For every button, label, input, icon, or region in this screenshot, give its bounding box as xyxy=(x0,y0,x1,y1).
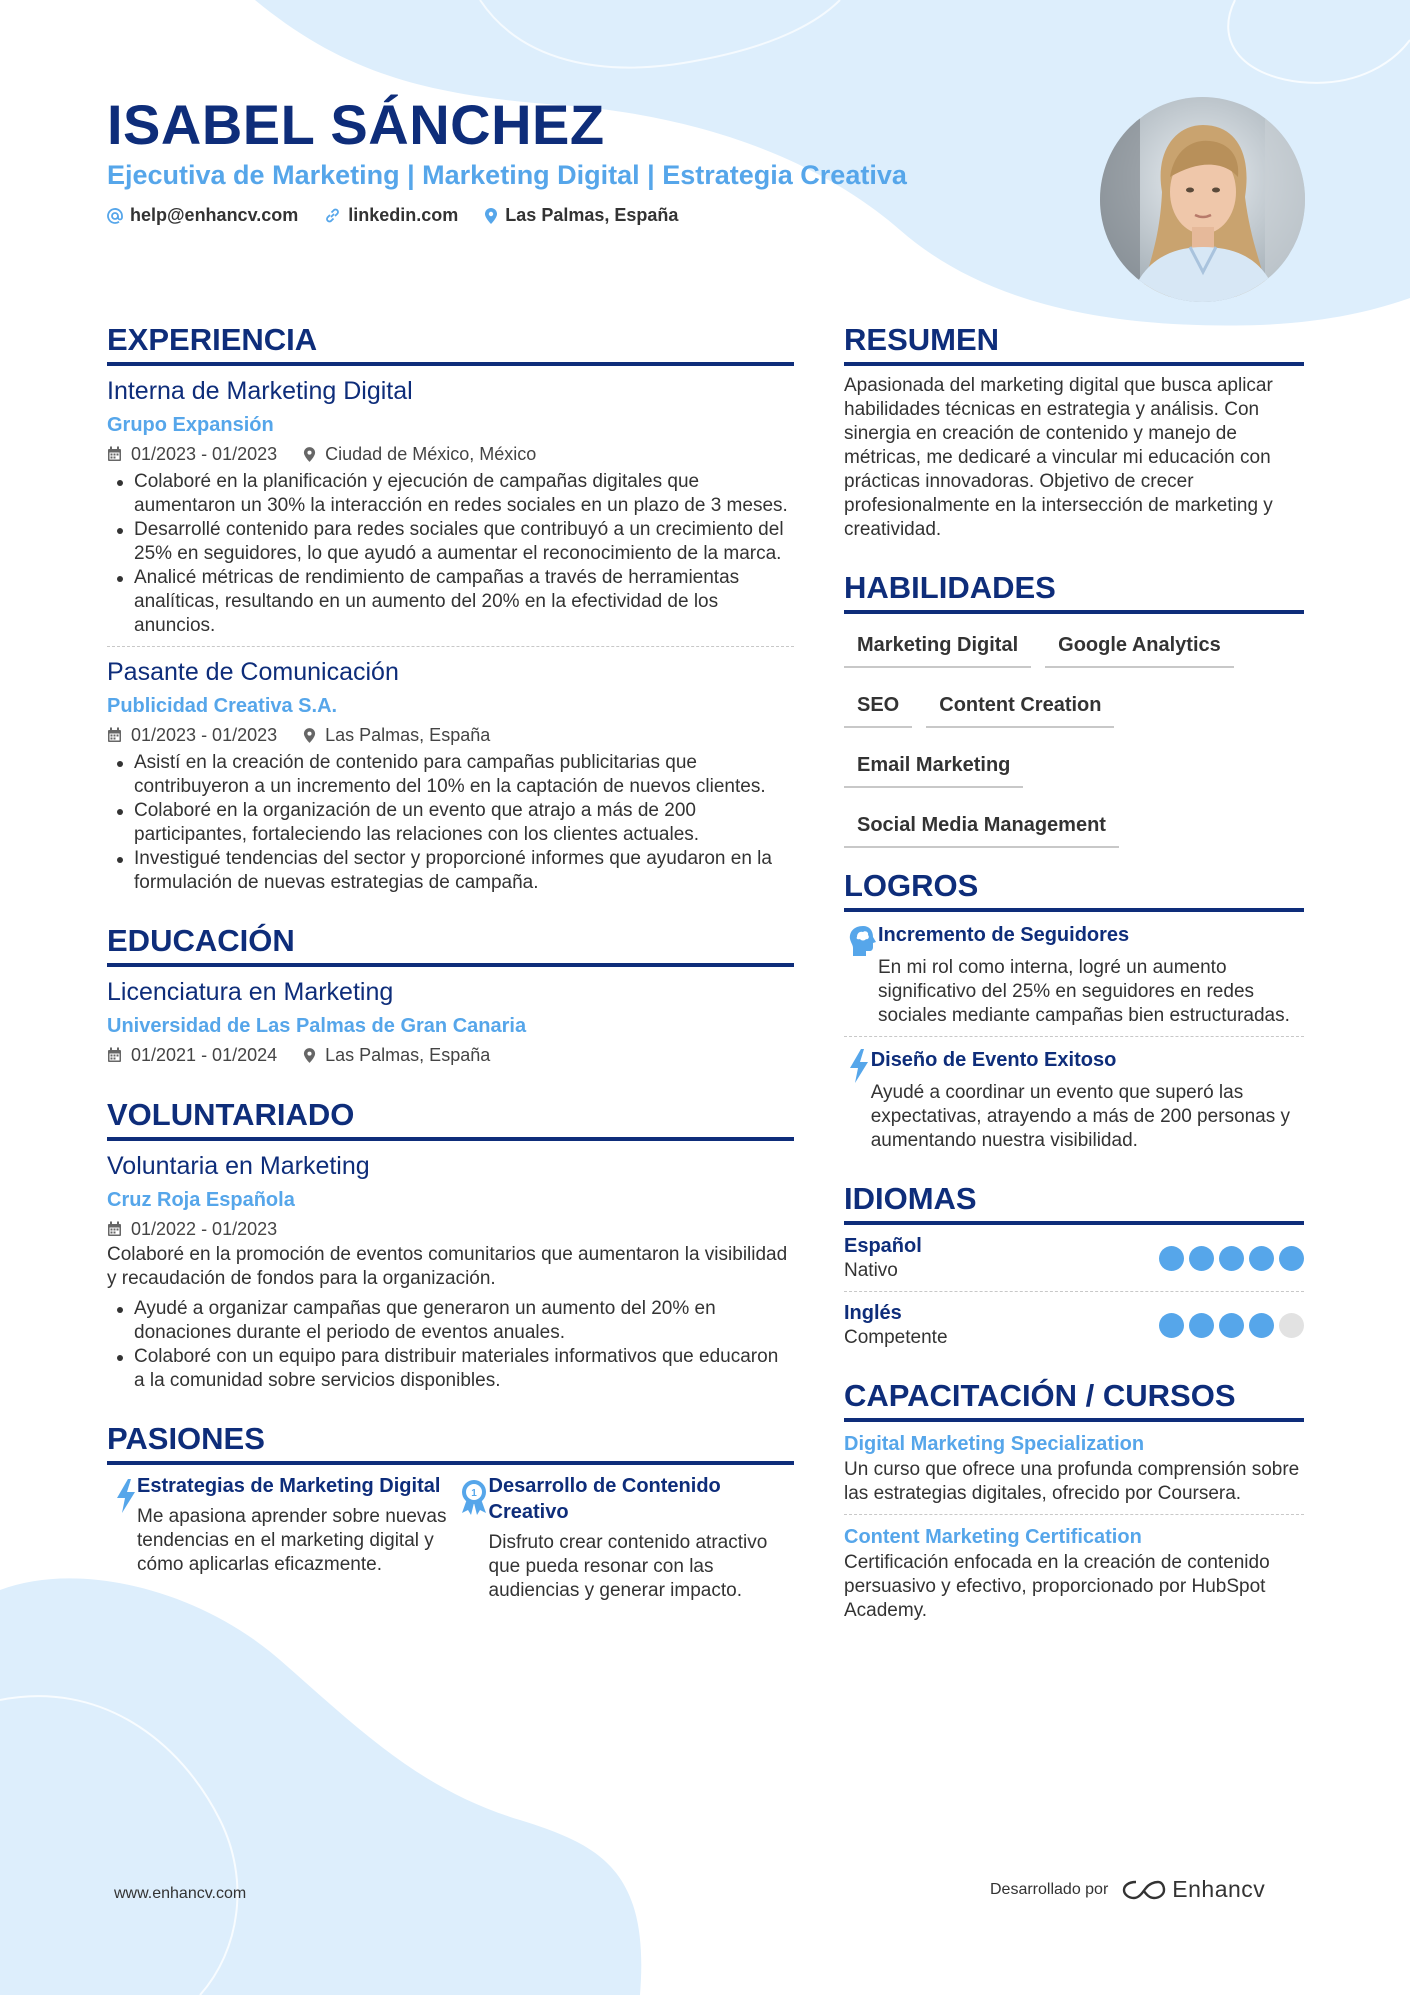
rating-dot-filled xyxy=(1159,1313,1184,1338)
passion-title: Desarrollo de Contenido Creativo xyxy=(488,1475,721,1523)
passion-item xyxy=(451,1473,795,1603)
bullet-item: Investigué tendencias del sector y proporcioné informes que ayudaron en la formulación de nuevas estrategias de campaña. xyxy=(107,847,794,895)
achievement-item xyxy=(844,920,1304,1028)
education-location: Las Palmas, España xyxy=(325,1045,491,1065)
job-location: Ciudad de México, México xyxy=(325,444,537,464)
contact-row xyxy=(107,205,704,226)
rating-dot-filled xyxy=(1249,1246,1274,1271)
achievements-heading: LOGROS xyxy=(844,864,1304,912)
skill-tag: Content Creation xyxy=(926,682,1114,728)
course-text: Un curso que ofrece una profunda comprensión sobre las estrategias digitales, ofrecido por Coursera. xyxy=(844,1459,1300,1504)
map-pin-icon xyxy=(303,446,316,463)
volunteer-bullets xyxy=(107,1297,794,1393)
skills-list xyxy=(844,622,1304,862)
passion-item xyxy=(107,1473,451,1603)
left-column xyxy=(107,318,794,1603)
language-level: Nativo xyxy=(844,1260,898,1281)
education-dates: 01/2021 - 01/2024 xyxy=(131,1045,278,1065)
linkedin-text: linkedin.com xyxy=(348,205,459,225)
calendar-icon xyxy=(107,1221,122,1237)
lightning-icon xyxy=(848,1049,870,1083)
bullet-item: Ayudé a organizar campañas que generaron un aumento del 20% en donaciones durante el periodo de eventos anuales. xyxy=(107,1297,794,1345)
bullet-item: Desarrollé contenido para redes sociales que contribuyó a un crecimiento del 25% en seguidores, lo que ayudó a aumentar el reconocimiento de la marca. xyxy=(107,518,794,566)
language-name: Inglés xyxy=(844,1302,902,1324)
course-title: Content Marketing Certification xyxy=(844,1526,1142,1548)
skill-tag: Google Analytics xyxy=(1045,622,1234,668)
language-item xyxy=(844,1233,1304,1283)
skill-tag: Email Marketing xyxy=(844,742,1023,788)
degree-title: Licenciatura en Marketing xyxy=(107,978,394,1006)
course-item xyxy=(844,1430,1304,1506)
skill-tag: Social Media Management xyxy=(844,802,1119,848)
company-name: Grupo Expansión xyxy=(107,414,274,436)
education-entry xyxy=(107,975,794,1069)
job-bullets xyxy=(107,470,794,638)
divider xyxy=(844,1036,1304,1037)
profile-photo xyxy=(1100,97,1305,302)
bullet-item: Asistí en la creación de contenido para campañas publicitarias que contribuyeron a un incremento del 10% en la captación de nuevos clientes. xyxy=(107,751,794,799)
bullet-item: Analicé métricas de rendimiento de campañas a través de herramientas analíticas, resultando en un aumento del 20% en la efectividad de los anuncios. xyxy=(107,566,794,638)
rating-dot-filled xyxy=(1159,1246,1184,1271)
job-dates: 01/2023 - 01/2023 xyxy=(131,444,278,464)
rating-dot-filled xyxy=(1249,1313,1274,1338)
lightning-icon xyxy=(115,1479,137,1513)
volunteer-description: Colaboré en la promoción de eventos comunitarios que aumentaron la visibilidad y recaudación de fondos para la organización. xyxy=(107,1244,788,1289)
language-rating xyxy=(1154,1246,1304,1271)
right-column xyxy=(844,318,1304,1623)
experience-entry xyxy=(107,655,794,895)
company-name: Publicidad Creativa S.A. xyxy=(107,695,338,717)
candidate-name: ISABEL SÁNCHEZ xyxy=(107,93,605,156)
experience-heading: EXPERIENCIA xyxy=(107,318,794,366)
achievement-title: Diseño de Evento Exitoso xyxy=(870,1049,1117,1071)
rating-dot-empty xyxy=(1279,1313,1304,1338)
email-text: help@enhancv.com xyxy=(130,205,299,225)
courses-heading: CAPACITACIÓN / CURSOS xyxy=(844,1374,1304,1422)
job-meta xyxy=(107,721,794,749)
language-name: Español xyxy=(844,1235,922,1257)
summary-heading: RESUMEN xyxy=(844,318,1304,366)
svg-text:1: 1 xyxy=(470,1488,477,1499)
rating-dot-filled xyxy=(1279,1246,1304,1271)
job-location: Las Palmas, España xyxy=(325,725,491,745)
summary-text: Apasionada del marketing digital que busca aplicar habilidades técnicas en estrategia y análisis. Con sinergia en creación de contenido y manejo de métricas, me dedicaré a vincular mi educación con prácticas innovadoras. Objetivo de crecer profesionalmente en la intersección de marketing y creatividad. xyxy=(844,375,1273,540)
skills-heading: HABILIDADES xyxy=(844,566,1304,614)
passion-title: Estrategias de Marketing Digital xyxy=(137,1475,441,1497)
bullet-item: Colaboré con un equipo para distribuir materiales informativos que educaron a la comunidad sobre servicios disponibles. xyxy=(107,1345,794,1393)
rating-dot-filled xyxy=(1189,1246,1214,1271)
divider xyxy=(844,1514,1304,1515)
course-item xyxy=(844,1523,1304,1623)
map-pin-icon xyxy=(484,207,498,225)
head-brain-icon xyxy=(848,924,878,958)
job-title: Pasante de Comunicación xyxy=(107,658,399,686)
volunteer-org: Cruz Roja Española xyxy=(107,1189,295,1211)
skill-tag: SEO xyxy=(844,682,912,728)
volunteer-meta xyxy=(107,1215,794,1243)
location-text: Las Palmas, España xyxy=(505,205,679,225)
passions-list xyxy=(107,1473,794,1603)
enhancv-logo-icon xyxy=(1122,1878,1166,1902)
award-ribbon-icon xyxy=(459,1479,489,1515)
job-title: Interna de Marketing Digital xyxy=(107,377,413,405)
job-bullets xyxy=(107,751,794,895)
contact-location xyxy=(484,205,678,226)
education-heading: EDUCACIÓN xyxy=(107,919,794,967)
language-rating xyxy=(1154,1313,1304,1338)
footer-branding xyxy=(990,1876,1265,1903)
calendar-icon xyxy=(107,727,122,743)
course-text: Certificación enfocada en la creación de contenido persuasivo y efectivo, proporcionado por HubSpot Academy. xyxy=(844,1552,1270,1621)
bullet-item: Colaboré en la organización de un evento que atrajo a más de 200 participantes, fortaleciendo las relaciones con los clientes actuales. xyxy=(107,799,794,847)
language-item xyxy=(844,1300,1304,1350)
candidate-title: Ejecutiva de Marketing | Marketing Digital | Estrategia Creativa xyxy=(107,160,907,190)
rating-dot-filled xyxy=(1219,1246,1244,1271)
volunteer-role: Voluntaria en Marketing xyxy=(107,1152,370,1180)
languages-heading: IDIOMAS xyxy=(844,1177,1304,1225)
bullet-item: Colaboré en la planificación y ejecución de campañas digitales que aumentaron un 30% la interacción en redes sociales en un plazo de 3 meses. xyxy=(107,470,794,518)
rating-dot-filled xyxy=(1189,1313,1214,1338)
footer-brand: Enhancv xyxy=(1172,1876,1266,1902)
calendar-icon xyxy=(107,1047,122,1063)
calendar-icon xyxy=(107,446,122,462)
job-meta xyxy=(107,440,794,468)
footer-powered-by: Desarrollado por xyxy=(990,1880,1109,1898)
divider xyxy=(844,1291,1304,1292)
achievement-item xyxy=(844,1045,1304,1153)
map-pin-icon xyxy=(303,727,316,744)
volunteer-entry xyxy=(107,1149,794,1393)
map-pin-icon xyxy=(303,1047,316,1064)
achievement-title: Incremento de Seguidores xyxy=(878,924,1130,946)
school-name: Universidad de Las Palmas de Gran Canaria xyxy=(107,1015,527,1037)
link-icon xyxy=(324,207,341,224)
course-title: Digital Marketing Specialization xyxy=(844,1433,1145,1455)
passion-text: Disfruto crear contenido atractivo que pueda resonar con las audiencias y generar impacto. xyxy=(488,1532,768,1601)
footer-site[interactable]: www.enhancv.com xyxy=(114,1885,247,1902)
rating-dot-filled xyxy=(1219,1313,1244,1338)
passion-text: Me apasiona aprender sobre nuevas tendencias en el marketing digital y cómo aplicarlas eficazmente. xyxy=(137,1506,447,1575)
experience-entry xyxy=(107,374,794,638)
achievement-text: En mi rol como interna, logré un aumento significativo del 25% en seguidores en redes sociales mediante campañas bien estructuradas. xyxy=(878,957,1290,1026)
skill-tag: Marketing Digital xyxy=(844,622,1031,668)
language-level: Competente xyxy=(844,1327,948,1348)
volunteer-dates: 01/2022 - 01/2023 xyxy=(131,1219,278,1239)
at-icon xyxy=(107,208,123,224)
volunteer-heading: VOLUNTARIADO xyxy=(107,1093,794,1141)
education-meta xyxy=(107,1041,794,1069)
achievement-text: Ayudé a coordinar un evento que superó las expectativas, atrayendo a más de 200 personas y aumentando nuestra visibilidad. xyxy=(870,1082,1290,1151)
contact-linkedin[interactable] xyxy=(324,205,458,226)
passions-heading: PASIONES xyxy=(107,1417,794,1465)
job-dates: 01/2023 - 01/2023 xyxy=(131,725,278,745)
contact-email[interactable] xyxy=(107,205,298,226)
divider xyxy=(107,646,794,647)
